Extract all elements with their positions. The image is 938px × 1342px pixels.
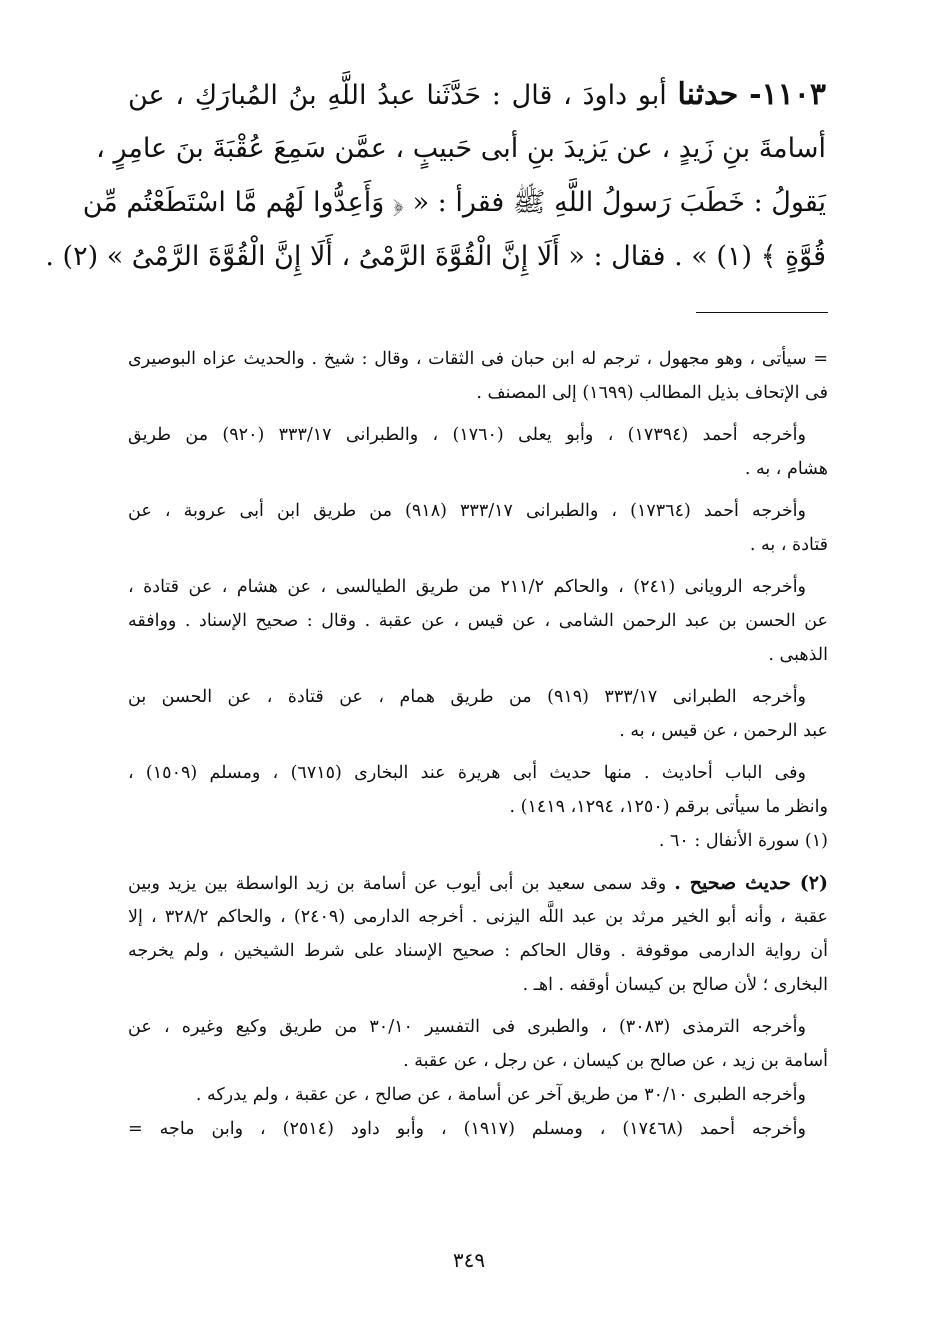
footnotes <box>128 342 828 1146</box>
hadith-text <box>45 68 826 284</box>
hadith-line: أسامةَ بنِ زَيدٍ ، عن يَزيدَ بنِ أبى حَبيبٍ ، عمَّن سَمِعَ عُقْبَةَ بنَ عامِرٍ ، <box>96 133 826 164</box>
footnote-line: وانظر ما سيأتى برقم (١٢٥٠، ١٢٩٤، ١٤١٩) . <box>509 797 828 817</box>
footnote-line: وفى الباب أحاديث . منها حديث أبى هريرة عند البخارى (٦٧١٥) ، ومسلم (١٥٠٩) ، <box>128 763 806 783</box>
footnote-line: وأخرجه الطبرانى ٣٣٣/١٧ (٩١٩) من طريق همام ، عن قتادة ، عن الحسن بن <box>128 687 807 707</box>
footnote-line: عن الحسن بن عبد الرحمن الشامى ، عن قيس ، عن عقبة . وقال : صحيح الإسناد . ووافقه <box>128 611 828 631</box>
footnote-line: الذهبى . <box>768 645 828 665</box>
footnote-line: عبد الرحمن ، عن قيس ، به . <box>619 721 828 741</box>
footnote-line: فى الإتحاف بذيل المطالب (١٦٩٩) إلى المصنف . <box>476 383 828 403</box>
footnote-line: عقبة ، وأنه أبو الخير مرثد بن عبد اللَّه اليزنى . أخرجه الدارمى (٢٤٠٩) ، والحاكم ٣٢٨/٢ ، إلا <box>128 907 828 927</box>
footnote-line: أسامة بن زيد ، عن صالح بن كيسان ، عن رجل ، عن عقبة . <box>403 1051 828 1071</box>
footnote-line: وأخرجه الترمذى (٣٠٨٣) ، والطبرى فى التفسير ٣٠/١٠ من طريق وكيع وغيره ، عن <box>128 1017 806 1037</box>
footnote-line: وأخرجه الطبرى ٣٠/١٠ من طريق آخر عن أسامة ، عن صالح ، عن عقبة ، ولم يدركه . <box>195 1085 806 1105</box>
footnote-line: وأخرجه الرويانى (٢٤١) ، والحاكم ٢١١/٢ من طريق الطيالسى ، عن هشام ، عن قتادة ، <box>128 577 807 597</box>
footnote-line: وأخرجه أحمد (١٧٤٦٨) ، ومسلم (١٩١٧) ، وأبو داود (٢٥١٤) ، وابن ماجه = <box>128 1119 806 1139</box>
footnote-line <box>128 866 828 900</box>
footnote-line: وأخرجه أحمد (١٧٣٩٤) ، وأبو يعلى (١٧٦٠) ، والطبرانى ٣٣٣/١٧ (٩٢٠) من طريق <box>128 425 806 445</box>
hadith-number: ١١٠٣- <box>749 77 826 112</box>
page-number: ٣٤٩ <box>452 1248 486 1272</box>
footnote-line: قتادة ، به . <box>749 535 828 555</box>
footnote-line: هشام ، به . <box>744 459 828 479</box>
hadith-line: يَقولُ : خَطَبَ رَسولُ اللَّهِ ﷺ فقرأ : « ﴿ وَأَعِدُّوا لَهُم مَّا اسْتَطَعْتُم مِّن <box>82 187 826 218</box>
hadith-lead: حدثنا <box>677 77 739 112</box>
footnote-line-text: وقد سمى سعيد بن أبى أيوب عن أسامة بن زيد الواسطة بين يزيد وبين <box>128 874 667 894</box>
footnote-line: = سيأتى ، وهو مجهول ، ترجم له ابن حبان فى الثقات ، وقال : شيخ . والحديث عزاه البوصيرى <box>128 349 828 369</box>
hadith-line: قُوَّةٍ ﴾ (١) » . فقال : « أَلَا إِنَّ الْقُوَّةَ الرَّمْىُ ، أَلَا إِنَّ الْقُوَّةَ الرَّمْىُ » (٢) . <box>45 241 826 272</box>
footnote-line: (١) سورة الأنفال : ٦٠ . <box>658 831 828 851</box>
hadith-line <box>128 68 826 122</box>
hadith-line-text: أبو داودَ ، قال : حَدَّثَنا عبدُ اللَّهِ بنُ المُبارَكِ ، عن <box>128 80 667 111</box>
footnote-line: البخارى ؛ لأن صالح بن كيسان أوقفه . اهـ . <box>522 975 828 995</box>
footnote-separator <box>696 312 828 313</box>
footnote-line: وأخرجه أحمد (١٧٣٦٤) ، والطبرانى ٣٣٣/١٧ (٩١٨) من طريق ابن أبى عروبة ، عن <box>128 501 806 521</box>
footnote-lead: (٢) حديث صحيح . <box>674 872 828 894</box>
footnote-line: أن رواية الدارمى موقوفة . وقال الحاكم : صحيح الإسناد على شرط الشيخين ، ولم يخرجه <box>128 941 828 961</box>
